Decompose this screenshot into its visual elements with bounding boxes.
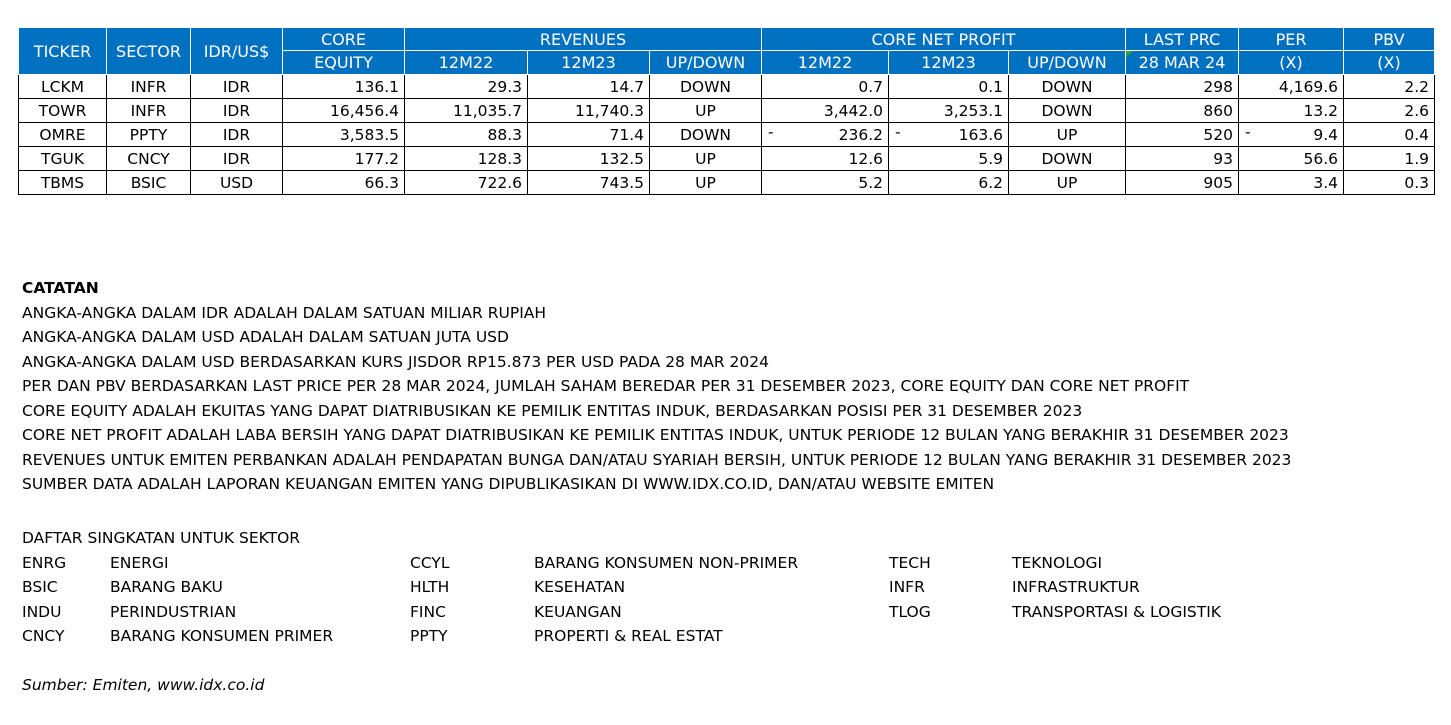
- header-sector: SECTOR: [107, 28, 191, 75]
- abbrev-row: [22, 624, 723, 649]
- header-rev-updown: UP/DOWN: [650, 51, 762, 75]
- cell-np-updown: UP: [1009, 171, 1126, 195]
- cell-currency: IDR: [191, 147, 283, 171]
- cell-rev-12m22: 11,035.7: [405, 99, 528, 123]
- abbrev-desc: TRANSPORTASI & LOGISTIK: [1012, 602, 1221, 621]
- abbrev-code: INFR: [889, 578, 925, 596]
- cell-np-12m23: 3,253.1: [889, 99, 1009, 123]
- cell-np-updown: UP: [1009, 123, 1126, 147]
- abbrev-desc: BARANG BAKU: [110, 578, 223, 596]
- cell-rev-12m22: 88.3: [405, 123, 528, 147]
- header-core-net-profit: CORE NET PROFIT: [762, 28, 1126, 51]
- abbrev-desc: TEKNOLOGI: [1012, 553, 1103, 572]
- abbrev-row: [22, 575, 1140, 600]
- cell-per: 13.2: [1239, 99, 1344, 123]
- cell-pbv: 1.9: [1344, 147, 1435, 171]
- note-line: ANGKA-ANGKA DALAM USD BERDASARKAN KURS JISDOR RP15.873 PER USD PADA 28 MAR 2024: [22, 352, 769, 371]
- abbrev-code: ENRG: [22, 553, 67, 572]
- cell-np-12m23: 5.9: [889, 147, 1009, 171]
- cell-np-12m22: 3,442.0: [762, 99, 889, 123]
- cell-sector: PPTY: [107, 123, 191, 147]
- note-line: CORE EQUITY ADALAH EKUITAS YANG DAPAT DIATRIBUSIKAN KE PEMILIK ENTITAS INDUK, BERDASARKAN POSISI PER 31 DESEMBER 2023: [22, 401, 1083, 420]
- cell-sector: INFR: [107, 75, 191, 99]
- note-line: PER DAN PBV BERDASARKAN LAST PRICE PER 28 MAR 2024, JUMLAH SAHAM BEREDAR PER 31 DESEMBER 2023, CORE EQUITY DAN CORE NET PROFIT: [22, 377, 1190, 395]
- note-line: CORE NET PROFIT ADALAH LABA BERSIH YANG DAPAT DIATRIBUSIKAN KE PEMILIK ENTITAS INDUK, UNTUK PERIODE 12 BULAN YANG BERAKHIR 31 DESEMBER 2023: [22, 426, 1289, 444]
- abbrev-code: HLTH: [410, 578, 450, 596]
- cell-pbv: 2.6: [1344, 99, 1435, 123]
- header-pbv: PBV: [1344, 28, 1435, 51]
- negative-marker: -: [1245, 123, 1251, 141]
- cell-equity: 3,583.5: [283, 123, 405, 147]
- cell-per: - 9.4: [1239, 123, 1344, 147]
- cell-price: 860: [1126, 99, 1239, 123]
- header-per-unit: (X): [1239, 51, 1344, 75]
- notes-section: [22, 276, 1291, 497]
- negative-marker: -: [895, 123, 901, 141]
- source-note: Sumber: Emiten, www.idx.co.id: [22, 676, 265, 694]
- cell-np-12m22: 0.7: [762, 75, 889, 99]
- cell-rev-12m22: 29.3: [405, 75, 528, 99]
- header-currency: IDR/US$: [191, 28, 283, 75]
- abbrev-code: CNCY: [22, 627, 65, 645]
- header-np-updown: UP/DOWN: [1009, 51, 1126, 75]
- cell-rev-12m23: 132.5: [528, 147, 650, 171]
- cell-ticker: TBMS: [19, 171, 107, 195]
- abbrev-desc: PROPERTI & REAL ESTAT: [534, 627, 723, 645]
- header-equity: EQUITY: [283, 51, 405, 75]
- note-line: REVENUES UNTUK EMITEN PERBANKAN ADALAH PENDAPATAN BUNGA DAN/ATAU SYARIAH BERSIH, UNTUK PERIODE 12 BULAN YANG BERAKHIR 31 DESEMBER 2023: [22, 450, 1292, 469]
- cell-pbv: 0.3: [1344, 171, 1435, 195]
- cell-np-12m22: 12.6: [762, 147, 889, 171]
- sector-abbreviation-list: [22, 526, 1221, 649]
- cell-np-12m23: 6.2: [889, 171, 1009, 195]
- cell-ticker: TOWR: [19, 99, 107, 123]
- cell-equity: 66.3: [283, 171, 405, 195]
- cell-price: 520: [1126, 123, 1239, 147]
- cell-np-12m22: - 236.2: [762, 123, 889, 147]
- cell-equity: 177.2: [283, 147, 405, 171]
- cell-currency: IDR: [191, 123, 283, 147]
- cell-ticker: TGUK: [19, 147, 107, 171]
- cell-sector: BSIC: [107, 171, 191, 195]
- cell-equity: 16,456.4: [283, 99, 405, 123]
- abbrev-desc: PERINDUSTRIAN: [110, 602, 237, 621]
- cell-rev-updown: DOWN: [650, 75, 762, 99]
- financial-table-container: [18, 27, 1434, 195]
- abbrev-code: CCYL: [410, 553, 450, 572]
- cell-np-updown: DOWN: [1009, 147, 1126, 171]
- abbrev-code: TECH: [889, 553, 931, 572]
- header-last-price: LAST PRC: [1126, 28, 1239, 51]
- abbrev-desc: BARANG KONSUMEN NON-PRIMER: [534, 553, 799, 572]
- header-core: CORE: [283, 28, 405, 51]
- cell-np-updown: DOWN: [1009, 75, 1126, 99]
- abbrev-code: PPTY: [410, 627, 448, 645]
- negative-marker: -: [768, 123, 774, 141]
- cell-sector: CNCY: [107, 147, 191, 171]
- cell-rev-12m22: 128.3: [405, 147, 528, 171]
- abbrev-row: [22, 600, 1221, 625]
- abbrev-desc: KESEHATAN: [534, 578, 626, 596]
- abbrev-code: BSIC: [22, 578, 58, 596]
- table-row: [19, 99, 1435, 123]
- financial-table: [18, 27, 1435, 195]
- abbrev-desc: BARANG KONSUMEN PRIMER: [110, 627, 334, 645]
- cell-rev-updown: UP: [650, 171, 762, 195]
- table-row: [19, 123, 1435, 147]
- note-line: SUMBER DATA ADALAH LAPORAN KEUANGAN EMITEN YANG DIPUBLIKASIKAN DI WWW.IDX.CO.ID, DAN/ATAU WEBSITE EMITEN: [22, 475, 995, 493]
- table-row: [19, 171, 1435, 195]
- table-row: [19, 147, 1435, 171]
- cell-rev-updown: UP: [650, 99, 762, 123]
- cell-per: 3.4: [1239, 171, 1344, 195]
- abbrev-row: [22, 551, 1103, 576]
- cell-rev-12m23: 14.7: [528, 75, 650, 99]
- cell-np-12m23: - 163.6: [889, 123, 1009, 147]
- cell-np-12m23: 0.1: [889, 75, 1009, 99]
- cell-currency: USD: [191, 171, 283, 195]
- header-per: PER: [1239, 28, 1344, 51]
- header-np-12m22: 12M22: [762, 51, 889, 75]
- header-rev-12m22: 12M22: [405, 51, 528, 75]
- note-line: ANGKA-ANGKA DALAM USD ADALAH DALAM SATUAN JUTA USD: [22, 328, 509, 346]
- cell-rev-12m23: 11,740.3: [528, 99, 650, 123]
- header-rev-12m23: 12M23: [528, 51, 650, 75]
- abbrev-code: FINC: [410, 602, 446, 621]
- cell-price: 298: [1126, 75, 1239, 99]
- cell-rev-updown: DOWN: [650, 123, 762, 147]
- cell-price: 93: [1126, 147, 1239, 171]
- cell-np-12m22: 5.2: [762, 171, 889, 195]
- cell-equity: 136.1: [283, 75, 405, 99]
- header-ticker: TICKER: [19, 28, 107, 75]
- abbrev-desc: ENERGI: [110, 553, 169, 572]
- cell-ticker: LCKM: [19, 75, 107, 99]
- cell-per: 4,169.6: [1239, 75, 1344, 99]
- cell-rev-updown: UP: [650, 147, 762, 171]
- cell-rev-12m23: 743.5: [528, 171, 650, 195]
- cell-comment-marker-icon: [1126, 51, 1133, 58]
- cell-sector: INFR: [107, 99, 191, 123]
- table-row: [19, 75, 1435, 99]
- cell-ticker: OMRE: [19, 123, 107, 147]
- abbrev-code: INDU: [22, 602, 62, 621]
- cell-pbv: 2.2: [1344, 75, 1435, 99]
- header-pbv-unit: (X): [1344, 51, 1435, 75]
- notes-title: CATATAN: [22, 279, 99, 297]
- cell-rev-12m23: 71.4: [528, 123, 650, 147]
- header-revenues: REVENUES: [405, 28, 762, 51]
- cell-per: 56.6: [1239, 147, 1344, 171]
- abbrev-title: DAFTAR SINGKATAN UNTUK SEKTOR: [22, 529, 301, 547]
- cell-price: 905: [1126, 171, 1239, 195]
- header-np-12m23: 12M23: [889, 51, 1009, 75]
- cell-np-updown: DOWN: [1009, 99, 1126, 123]
- cell-currency: IDR: [191, 75, 283, 99]
- header-row-top: [19, 28, 1435, 51]
- cell-pbv: 0.4: [1344, 123, 1435, 147]
- header-price-date: 28 MAR 24: [1126, 51, 1239, 75]
- cell-rev-12m22: 722.6: [405, 171, 528, 195]
- abbrev-code: TLOG: [889, 602, 931, 621]
- note-line: ANGKA-ANGKA DALAM IDR ADALAH DALAM SATUAN MILIAR RUPIAH: [22, 303, 547, 322]
- cell-currency: IDR: [191, 99, 283, 123]
- abbrev-desc: INFRASTRUKTUR: [1012, 578, 1140, 596]
- abbrev-desc: KEUANGAN: [534, 602, 622, 621]
